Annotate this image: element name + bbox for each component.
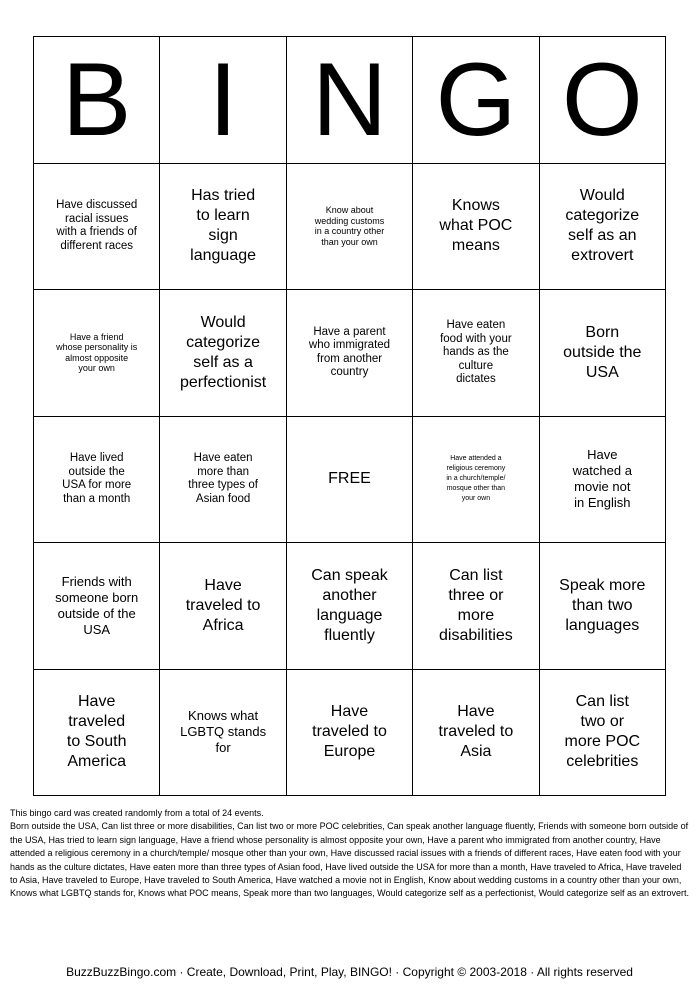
bingo-card [33, 36, 666, 796]
header-letter: N [311, 41, 388, 158]
copyright-footer: BuzzBuzzBingo.com · Create, Download, Print, Play, BINGO! · Copyright © 2003-2018 · All rights reserved [66, 965, 633, 979]
bingo-cell [160, 417, 286, 544]
bingo-cell [160, 543, 286, 670]
cell-text: Can list three or more disabilities [438, 566, 513, 644]
bingo-cell [160, 164, 286, 291]
cell-text: Have lived outside the USA for more than a month [62, 452, 132, 505]
bingo-cell [540, 543, 666, 670]
bingo-cell [413, 164, 539, 291]
bingo-cell [413, 543, 539, 670]
bingo-cell [540, 417, 666, 544]
bingo-cell [413, 290, 539, 417]
cell-text: Can list two or more POC celebrities [564, 693, 641, 771]
cell-text: Friends with someone born outside of the USA [55, 573, 139, 637]
cell-text: Would categorize self as an extrovert [565, 187, 640, 265]
cell-text: Have traveled to Asia [438, 703, 514, 761]
header-cell-i [160, 37, 286, 164]
bingo-cell [540, 164, 666, 291]
cell-text: Have traveled to Africa [185, 576, 261, 634]
cell-text: Speak more than two languages [559, 576, 646, 634]
cell-text: Have traveled to South America [66, 693, 127, 771]
header-cell-b [34, 37, 160, 164]
cell-text: Have discussed racial issues with a friends of different races [56, 199, 138, 252]
bingo-cell [413, 417, 539, 544]
cell-text: Have attended a religious ceremony in a church/temple/ mosque other than your own [446, 455, 506, 503]
header-cell-o [540, 37, 666, 164]
cell-text: Have eaten more than three types of Asian food [188, 452, 258, 505]
cell-text: Has tried to learn sign language [190, 187, 257, 265]
bingo-cell [287, 543, 413, 670]
cell-text: Would categorize self as a perfectionist [179, 313, 267, 391]
bingo-cell [34, 290, 160, 417]
bingo-cell [287, 290, 413, 417]
cell-text: Have a friend whose personality is almost opposite your own [56, 331, 138, 374]
bingo-cell [540, 290, 666, 417]
bingo-cell [34, 417, 160, 544]
bingo-cell [34, 164, 160, 291]
cell-text: Have traveled to Europe [312, 703, 387, 761]
bingo-cell [34, 670, 160, 797]
cell-text: Can speak another language fluently [311, 566, 388, 644]
bingo-cell [287, 164, 413, 291]
cell-text: Have a parent who immigrated from another country [308, 325, 391, 379]
cell-text: Born outside the USA [563, 323, 642, 381]
bingo-cell [540, 670, 666, 797]
bingo-cell [287, 670, 413, 797]
header-letter: B [62, 41, 132, 158]
header-cell-g [413, 37, 539, 164]
cell-text: Knows what POC means [439, 197, 513, 255]
free-space [287, 417, 413, 544]
card-summary: This bingo card was created randomly from a total of 24 events. [10, 808, 264, 818]
cell-text: Have watched a movie not in English [572, 447, 632, 511]
bingo-cell [34, 543, 160, 670]
cell-text: Have eaten food with your hands as the culture dictates [440, 319, 512, 385]
header-cell-n [287, 37, 413, 164]
event-list: Born outside the USA, Can list three or more disabilities, Can list two or more POC celebrities, Can speak another language fluently, Friends with someone born outside of the USA, Has tried to learn sign language, Have a friend whose personality is almost opposite your own, Have a parent who immigrated from another country, Have attended a religious ceremony in a church/temple/ mosque other than your own, Have discussed racial issues with a friends of different races, Have eaten food with your hands as the culture dictates, Have eaten more than three types of Asian food, Have lived outside the USA for more than a month, Have traveled to Africa, Have traveled to Asia, Have traveled to Europe, Have traveled to South America, Have watched a movie not in English, Know about wedding customs in a country other than your own, Knows what LGBTQ stands for, Knows what POC means, Speak more than two languages, Would categorize self as a perfectionist, Would categorize self as an extrovert. [10, 821, 690, 899]
bingo-cell [160, 670, 286, 797]
cell-text: Knows what LGBTQ stands for [180, 708, 267, 756]
cell-text: Know about wedding customs in a country other than your own [314, 205, 385, 247]
header-letter: G [435, 41, 517, 158]
card-description [10, 807, 690, 901]
bingo-cell [160, 290, 286, 417]
free-text: FREE [328, 470, 371, 488]
header-letter: O [561, 41, 643, 158]
header-letter: I [208, 41, 238, 158]
bingo-cell [413, 670, 539, 797]
